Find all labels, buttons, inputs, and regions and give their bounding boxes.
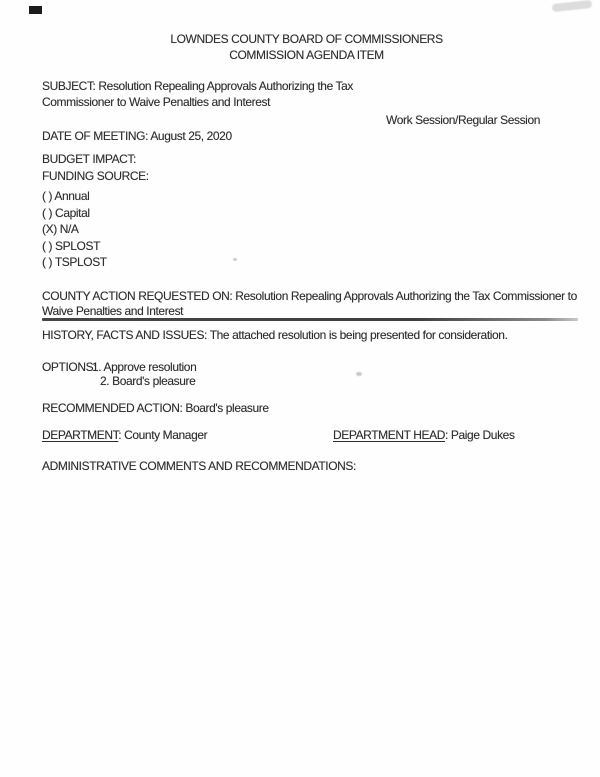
department-head-label: DEPARTMENT HEAD [333, 428, 446, 442]
history-facts-issues: HISTORY, FACTS AND ISSUES: The attached resolution is being presented for consideration. [42, 328, 508, 342]
department-label: DEPARTMENT [42, 428, 119, 442]
recommended-action: RECOMMENDED ACTION: Board's pleasure [42, 401, 269, 415]
funding-option-capital: ( ) Capital [42, 206, 90, 220]
scan-artifact-corner-mark [29, 6, 42, 14]
meeting-date: DATE OF MEETING: August 25, 2020 [42, 129, 232, 143]
funding-source-label: FUNDING SOURCE: [42, 169, 149, 183]
funding-option-annual: ( ) Annual [42, 189, 90, 203]
county-action-line2: Waive Penalties and Interest [42, 304, 184, 318]
options-label: OPTIONS: [42, 360, 97, 374]
department-head-field [333, 428, 515, 442]
scan-artifact-speck [233, 258, 237, 261]
funding-option-splost: ( ) SPLOST [42, 239, 101, 253]
funding-option-tsplost: ( ) TSPLOST [42, 255, 107, 269]
department-value: : County Manager [118, 428, 208, 442]
department-field [42, 428, 207, 442]
administrative-comments-label: ADMINISTRATIVE COMMENTS AND RECOMMENDATIONS: [42, 459, 356, 473]
subject-line1: SUBJECT: Resolution Repealing Approvals Authorizing the Tax [42, 79, 354, 93]
session-type: Work Session/Regular Session [386, 113, 540, 127]
document-title-line2: COMMISSION AGENDA ITEM [229, 48, 384, 62]
budget-impact-label: BUDGET IMPACT: [42, 152, 136, 166]
scan-artifact-smudge [552, 0, 593, 12]
section-divider [42, 318, 578, 321]
scan-artifact-speck [356, 372, 362, 376]
subject-line2: Commissioner to Waive Penalties and Interest [42, 95, 271, 109]
option-boards-pleasure: 2. Board's pleasure [100, 374, 196, 388]
department-head-value: : Paige Dukes [445, 428, 515, 442]
funding-option-na: (X) N/A [42, 222, 79, 236]
option-approve-resolution: 1. Approve resolution [92, 360, 197, 374]
county-action-line1: COUNTY ACTION REQUESTED ON: Resolution Repealing Approvals Authorizing the Tax Commissioner to [42, 289, 577, 303]
document-title-line1: LOWNDES COUNTY BOARD OF COMMISSIONERS [170, 32, 443, 46]
